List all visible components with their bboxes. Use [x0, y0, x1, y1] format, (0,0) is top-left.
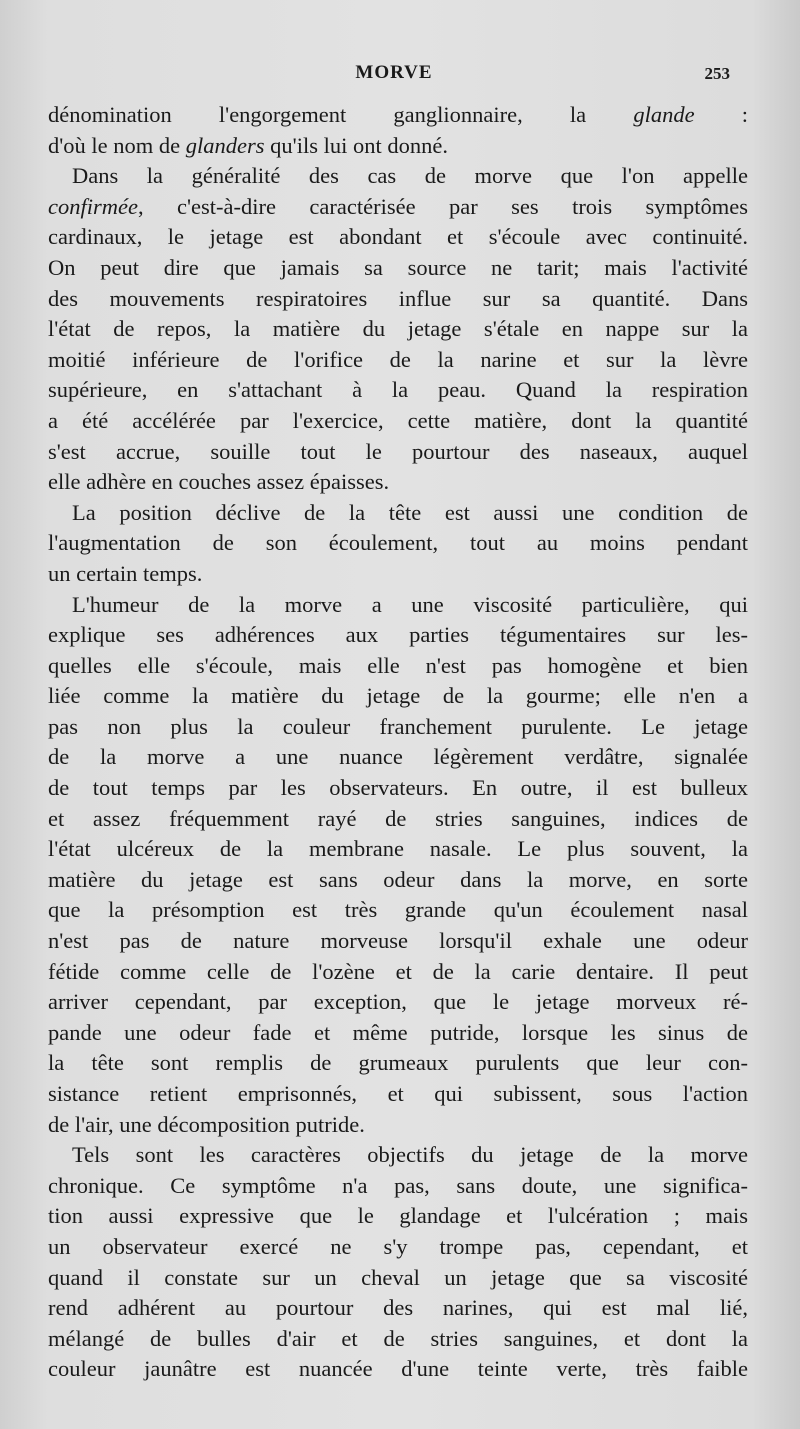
- italic-term: glande: [633, 102, 695, 127]
- text-segment: tion aussi expressive que le glandage et l'ulcération ; mais: [48, 1203, 748, 1229]
- text-line: [48, 1048, 748, 1079]
- text-line: [48, 100, 748, 131]
- text-line: [48, 865, 748, 896]
- text-segment: fétide comme celle de l'ozène et de la carie dentaire. Il peut: [48, 958, 748, 984]
- running-title: MORVE: [355, 62, 433, 83]
- text-segment: quelles elle s'écoule, mais elle n'est pas homogène et bien: [48, 652, 748, 678]
- text-line: [48, 345, 748, 376]
- text-segment: supérieure, en s'attachant à la peau. Quand la respiration: [48, 377, 748, 403]
- text-segment: d'où le nom de: [48, 132, 186, 158]
- text-line: [48, 681, 748, 712]
- text-segment: Tels sont les caractères objectifs du jetage de la morve: [72, 1142, 748, 1168]
- text-segment: arriver cependant, par exception, que le jetage morveux ré-: [48, 989, 748, 1015]
- text-segment: pande une odeur fade et même putride, lorsque les sinus de: [48, 1019, 748, 1045]
- text-segment: a été accélérée par l'exercice, cette matière, dont la quantité: [48, 407, 748, 433]
- text-line: [48, 1293, 748, 1324]
- text-line: [48, 590, 748, 621]
- text-line: [48, 253, 748, 284]
- text-line: [48, 498, 748, 529]
- text-line: [48, 131, 748, 162]
- text-segment: , c'est-à-dire caractérisée par ses trois symptômes: [137, 193, 748, 219]
- text-line: [48, 1324, 748, 1355]
- text-segment: l'augmentation de son écoulement, tout au moins pendant: [48, 530, 748, 556]
- text-segment: explique ses adhérences aux parties tégumentaires sur les-: [48, 622, 748, 648]
- text-segment: chronique. Ce symptôme n'a pas, sans doute, une significa-: [48, 1172, 748, 1198]
- text-segment: la tête sont remplis de grumeaux purulents que leur con-: [48, 1050, 748, 1076]
- text-segment: mélangé de bulles d'air et de stries sanguines, et dont la: [48, 1325, 748, 1351]
- text-segment: La position déclive de la tête est aussi une condition de: [72, 499, 748, 525]
- text-line: [48, 987, 748, 1018]
- text-line: [48, 1171, 748, 1202]
- text-line: [48, 192, 748, 223]
- text-segment: L'humeur de la morve a une viscosité particulière, qui: [72, 591, 748, 617]
- text-line: [48, 222, 748, 253]
- text-line: [48, 314, 748, 345]
- text-segment: et assez fréquemment rayé de stries sanguines, indices de: [48, 805, 748, 831]
- text-segment: couleur jaunâtre est nuancée d'une teinte verte, très faible: [48, 1356, 748, 1382]
- text-line: [48, 834, 748, 865]
- text-line: [48, 375, 748, 406]
- text-segment: l'état ulcéreux de la membrane nasale. Le plus souvent, la: [48, 836, 748, 862]
- text-segment: matière du jetage est sans odeur dans la morve, en sorte: [48, 866, 748, 892]
- text-segment: sistance retient emprisonnés, et qui subissent, sous l'action: [48, 1081, 748, 1106]
- text-line: [48, 773, 748, 804]
- text-segment: de l'air, une décomposition putride.: [48, 1111, 365, 1137]
- text-segment: pas non plus la couleur franchement purulente. Le jetage: [48, 713, 748, 739]
- running-head: [48, 62, 740, 86]
- text-line: [48, 1232, 748, 1263]
- text-segment: l'état de repos, la matière du jetage s'étale en nappe sur la: [48, 316, 748, 342]
- text-line: [48, 1140, 748, 1171]
- text-line: [48, 528, 748, 559]
- body-text: [48, 100, 748, 1385]
- text-segment: de la morve a une nuance légèrement verdâtre, signalée: [48, 744, 748, 770]
- text-line: [48, 926, 748, 957]
- text-line: [48, 620, 748, 651]
- text-line: [48, 437, 748, 468]
- text-line: [48, 1110, 748, 1141]
- text-line: [48, 467, 748, 498]
- text-segment: Dans la généralité des cas de morve que l'on appelle: [72, 163, 748, 189]
- text-segment: s'est accrue, souille tout le pourtour des naseaux, auquel: [48, 438, 748, 464]
- text-segment: dénomination l'engorgement ganglionnaire, la: [48, 102, 634, 127]
- italic-term: confirmée: [48, 193, 138, 219]
- text-segment: n'est pas de nature morveuse lorsqu'il exhale une odeur: [48, 928, 748, 954]
- text-segment: elle adhère en couches assez épaisses.: [48, 469, 390, 495]
- text-line: [48, 1018, 748, 1049]
- text-line: [48, 712, 748, 743]
- text-segment: qu'ils lui ont donné.: [264, 132, 448, 158]
- text-line: [48, 895, 748, 926]
- text-segment: :: [694, 102, 748, 127]
- text-line: [48, 804, 748, 835]
- text-segment: des mouvements respiratoires influe sur sa quantité. Dans: [48, 285, 748, 311]
- text-segment: rend adhérent au pourtour des narines, qui est mal lié,: [48, 1295, 748, 1321]
- text-segment: un observateur exercé ne s'y trompe pas, cependant, et: [48, 1233, 748, 1259]
- text-line: [48, 1079, 748, 1110]
- text-segment: que la présomption est très grande qu'un écoulement nasal: [48, 897, 748, 923]
- text-segment: On peut dire que jamais sa source ne tarit; mais l'activité: [48, 254, 748, 280]
- text-line: [48, 406, 748, 437]
- text-line: [48, 161, 748, 192]
- text-segment: de tout temps par les observateurs. En outre, il est bulleux: [48, 775, 748, 801]
- text-segment: un certain temps.: [48, 560, 203, 586]
- text-segment: moitié inférieure de l'orifice de la narine et sur la lèvre: [48, 346, 748, 372]
- text-segment: cardinaux, le jetage est abondant et s'écoule avec continuité.: [48, 224, 748, 250]
- page-number: 253: [704, 64, 730, 83]
- text-line: [48, 1263, 748, 1294]
- text-segment: liée comme la matière du jetage de la gourme; elle n'en a: [48, 683, 748, 709]
- italic-term: glanders: [185, 132, 265, 158]
- text-segment: quand il constate sur un cheval un jetage que sa viscosité: [48, 1264, 748, 1290]
- text-line: [48, 957, 748, 988]
- text-line: [48, 284, 748, 315]
- text-line: [48, 1354, 748, 1385]
- text-line: [48, 742, 748, 773]
- text-line: [48, 651, 748, 682]
- text-line: [48, 559, 748, 590]
- text-line: [48, 1201, 748, 1232]
